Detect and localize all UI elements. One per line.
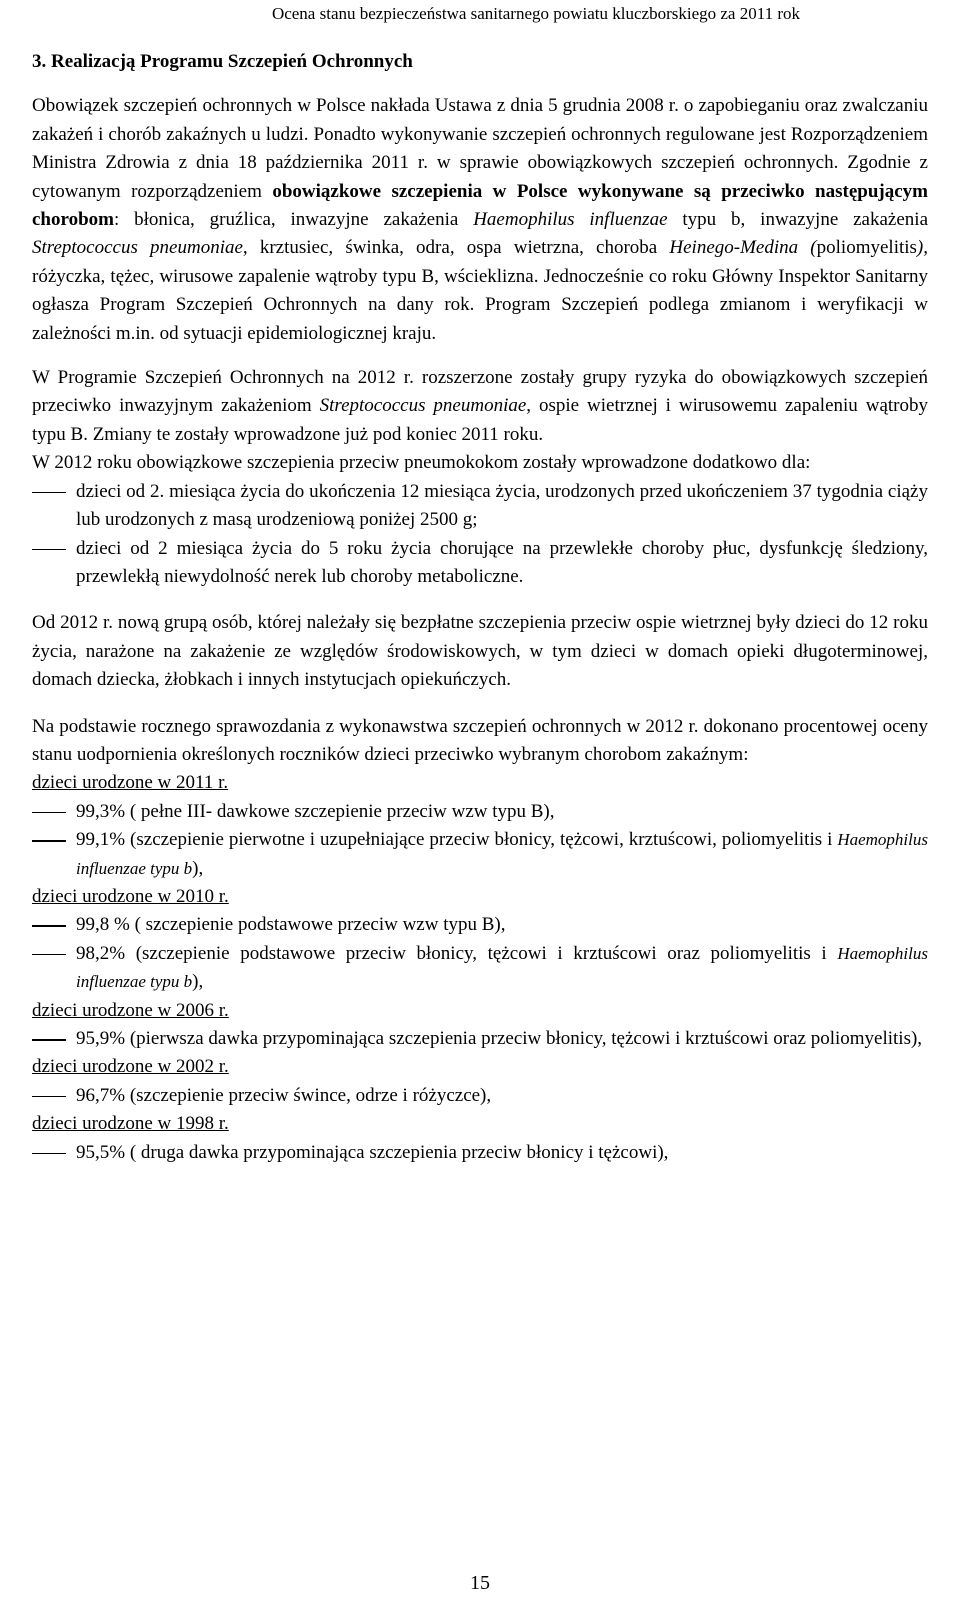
group-heading-2011: dzieci urodzone w 2011 r. (32, 772, 229, 794)
list-item: 95,9% (pierwsza dawka przypominająca szczepienia przeciw błonicy, tężcowi i krztuścowi oraz poliomyelitis), (32, 1025, 928, 1053)
running-header: Ocena stanu bezpieczeństwa sanitarnego powiatu kluczborskiego za 2011 rok (271, 4, 800, 23)
paragraph-risk-groups: W Programie Szczepień Ochronnych na 2012 r. rozszerzone zostały grupy ryzyka do obowiązkowych szczepień przeciwko inwazyjnym zakażeniom Streptococcus pneumoniae, ospie wietrznej i wirusowemu zapaleniu wątroby typu B. Zmiany te zostały wprowadzone już pod koniec 2011 roku. (32, 367, 928, 445)
group-heading-1998: dzieci urodzone w 1998 r. (32, 1113, 229, 1135)
group-heading-2002: dzieci urodzone w 2002 r. (32, 1056, 229, 1078)
paragraph-chickenpox: Od 2012 r. nową grupą osób, której należały się bezpłatne szczepienia przeciw ospie wietrznej były dzieci do 12 roku życia, narażone na zakażenie ze względów środowiskowych, w tym dzieci w domach opieki długoterminowej, domach dziecka, żłobkach i innych instytucjach opiekuńczych. (32, 612, 928, 691)
page-number: 15 (470, 1572, 490, 1594)
list-item: 99,8 % ( szczepienie podstawowe przeciw wzw typu B), (32, 911, 928, 939)
section-title: 3. Realizacją Programu Szczepień Ochronnych (32, 51, 413, 72)
list-item: 99,3% ( pełne III- dawkowe szczepienie przeciw wzw typu B), (32, 798, 928, 826)
paragraph-pneumococcal: W 2012 roku obowiązkowe szczepienia przeciw pneumokokom zostały wprowadzone dodatkowo dla: (32, 452, 811, 474)
list-item: 99,1% (szczepienie pierwotne i uzupełniające przeciw błonicy, tężcowi, krztuścowi, poliomyelitis i Haemophilus influenzae typu b), (32, 826, 928, 883)
group-heading-2006: dzieci urodzone w 2006 r. (32, 999, 229, 1021)
group-heading-2010: dzieci urodzone w 2010 r. (32, 885, 229, 907)
paragraph-legal-basis: Obowiązek szczepień ochronnych w Polsce nakłada Ustawa z dnia 5 grudnia 2008 r. o zapobieganiu oraz zwalczaniu zakażeń i chorób zakaźnych u ludzi. Ponadto wykonywanie szczepień ochronnych regulowane jest Rozporządzeniem Ministra Zdrowia z dnia 18 października 2011 r. w sprawie obowiązkowych szczepień ochronnych. Zgodnie z cytowanym rozporządzeniem obowiązkowe szczepienia w Polsce wykonywane są przeciwko następującym chorobom: błonica, gruźlica, inwazyjne zakażenia Haemophilus influenzae typu b, inwazyjne zakażenia Streptococcus pneumoniae, krztusiec, świnka, odra, ospa wietrzna, choroba Heinego-Medina (poliomyelitis), różyczka, tężec, wirusowe zapalenie wątroby typu B, wścieklizna. Jednocześnie co roku Główny Inspektor Sanitarny ogłasza Program Szczepień Ochronnych na dany rok. Program Szczepień podlega zmianom i weryfikacji w zależności m.in. od sytuacji epidemiologicznej kraju. (32, 95, 928, 344)
list-item: 95,5% ( druga dawka przypominająca szczepienia przeciw błonicy i tężcowi), (32, 1139, 928, 1167)
list-item: 98,2% (szczepienie podstawowe przeciw błonicy, tężcowi i krztuścowi oraz poliomyelitis i Haemophilus influenzae typu b), (32, 940, 928, 997)
list-item: dzieci od 2 miesiąca życia do 5 roku życia chorujące na przewlekłe choroby płuc, dysfunkcję śledziony, przewlekłą niewydolność nerek lub choroby metaboliczne. (32, 535, 928, 592)
document-body (32, 48, 928, 1167)
list-item: 96,7% (szczepienie przeciw śwince, odrze i różyczce), (32, 1082, 928, 1110)
list-item: dzieci od 2. miesiąca życia do ukończenia 12 miesiąca życia, urodzonych przed ukończeniem 37 tygodnia ciąży lub urodzonych z masą urodzeniową poniżej 2500 g; (32, 478, 928, 535)
paragraph-assessment: Na podstawie rocznego sprawozdania z wykonawstwa szczepień ochronnych w 2012 r. dokonano procentowej oceny stanu uodpornienia określonych roczników dzieci przeciwko wybranym chorobom zakaźnym: (32, 715, 928, 765)
